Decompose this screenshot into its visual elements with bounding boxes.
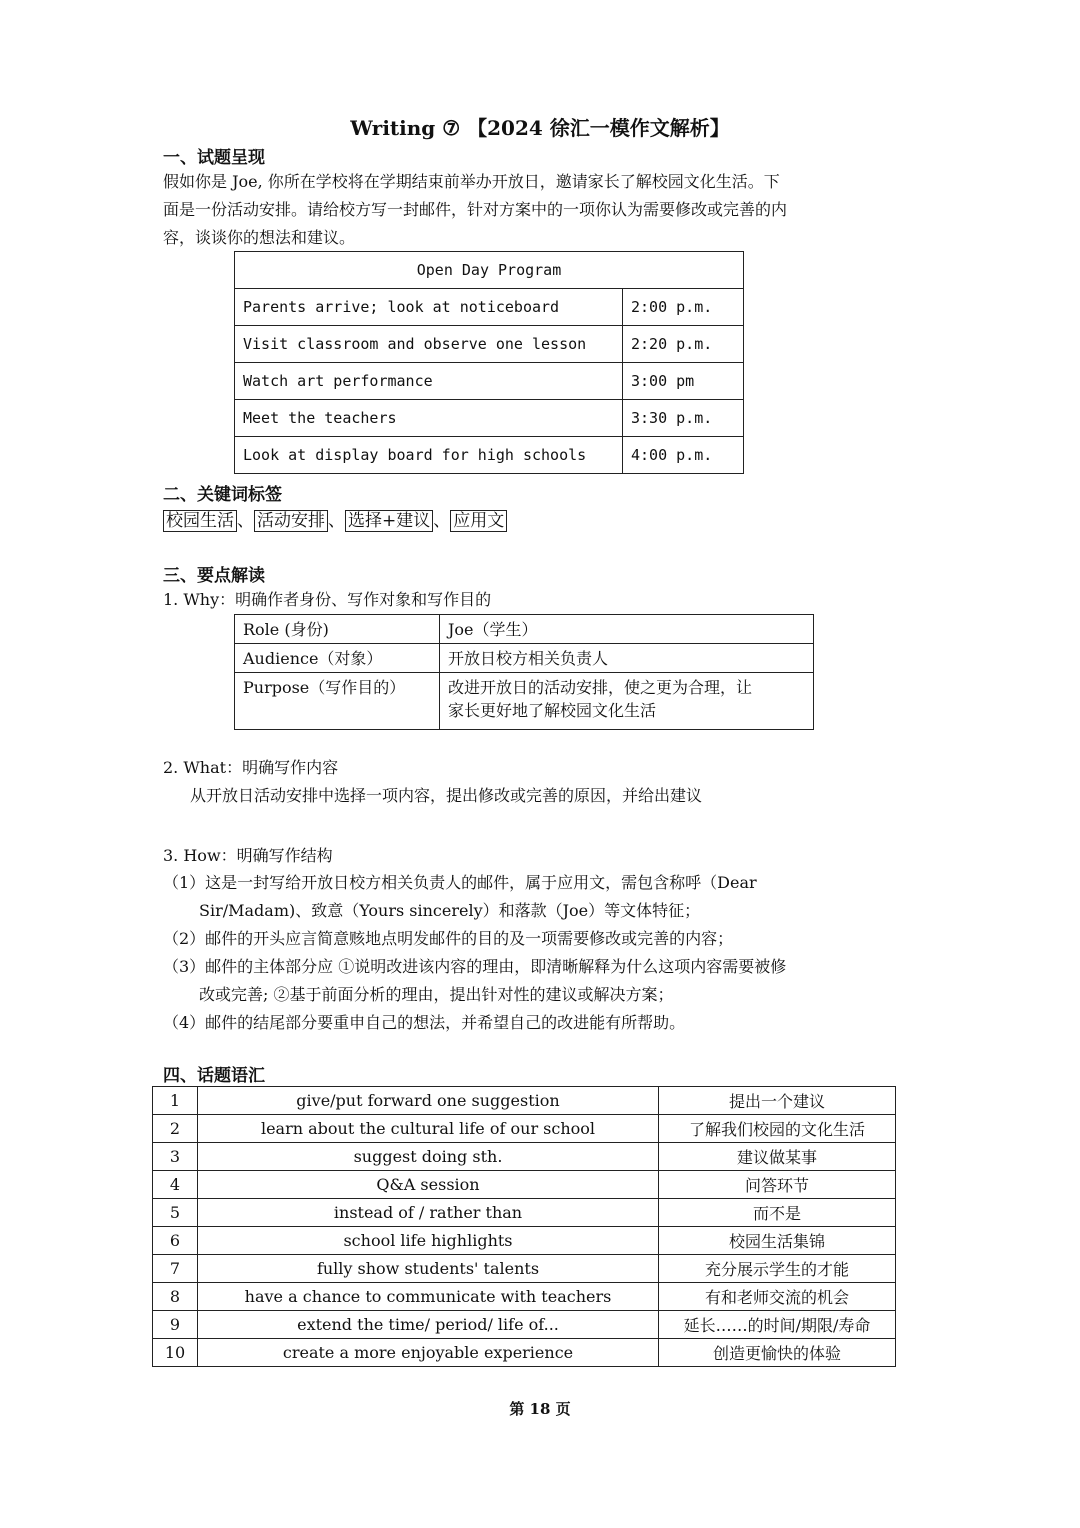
why-label: 1. Why：明确作者身份、写作对象和写作目的 [163, 590, 492, 609]
open-day-program-table [234, 251, 744, 474]
why-value-line: 改进开放日的活动安排，使之更为合理，让 [448, 678, 753, 697]
vocab-chinese: 而不是 [659, 1199, 896, 1227]
table-row [235, 673, 814, 730]
prompt-line: 面是一份活动安排。请给校方写一封邮件，针对方案中的一项你认为需要修改或完善的内 [163, 200, 788, 219]
vocab-number: 6 [153, 1227, 198, 1255]
program-activity: Watch art performance [235, 363, 623, 400]
keyword-tag: 应用文 [450, 510, 507, 532]
keyword-tag: 选择+建议 [345, 510, 433, 532]
vocab-table [152, 1086, 896, 1367]
table-row [235, 289, 744, 326]
how-line: （3）邮件的主体部分应 ①说明改进该内容的理由，即清晰解释为什么这项内容需要被修 [163, 957, 787, 976]
table-row [153, 1087, 896, 1115]
prompt-line: 容，谈谈你的想法和建议。 [163, 228, 356, 247]
table-row [235, 437, 744, 474]
vocab-chinese: 问答环节 [659, 1171, 896, 1199]
vocab-english: create a more enjoyable experience [198, 1339, 659, 1367]
how-list [163, 869, 786, 1037]
table-row [153, 1227, 896, 1255]
vocab-number: 2 [153, 1115, 198, 1143]
program-time: 3:30 p.m. [623, 400, 744, 437]
table-row [235, 644, 814, 673]
vocab-chinese: 建议做某事 [659, 1143, 896, 1171]
vocab-english: suggest doing sth. [198, 1143, 659, 1171]
vocab-number: 3 [153, 1143, 198, 1171]
how-line: （4）邮件的结尾部分要重申自己的想法，并希望自己的改进能有所帮助。 [163, 1013, 686, 1032]
vocab-english: Q&A session [198, 1171, 659, 1199]
why-key: Role (身份) [235, 615, 440, 644]
how-line: 改或完善; ②基于前面分析的理由，提出针对性的建议或解决方案； [199, 985, 674, 1004]
vocab-english: learn about the cultural life of our school [198, 1115, 659, 1143]
how-line: （1）这是一封写给开放日校方相关负责人的邮件，属于应用文，需包含称呼（Dear [163, 873, 757, 892]
section-heading-3: 三、要点解读 [163, 566, 265, 586]
program-time: 2:20 p.m. [623, 326, 744, 363]
program-time: 2:00 p.m. [623, 289, 744, 326]
vocab-english: school life highlights [198, 1227, 659, 1255]
how-line: （2）邮件的开头应言简意赅地点明发邮件的目的及一项需要修改或完善的内容； [163, 929, 734, 948]
prompt-text [163, 168, 787, 252]
vocab-chinese: 创造更愉快的体验 [659, 1339, 896, 1367]
table-row [235, 615, 814, 644]
vocab-number: 7 [153, 1255, 198, 1283]
tag-separator: 、 [328, 511, 345, 531]
vocab-chinese: 校园生活集锦 [659, 1227, 896, 1255]
table-row [235, 400, 744, 437]
vocab-english: extend the time/ period/ life of... [198, 1311, 659, 1339]
table-row [153, 1311, 896, 1339]
table-row [153, 1339, 896, 1367]
vocab-chinese: 提出一个建议 [659, 1087, 896, 1115]
page-number: 第 18 页 [509, 1400, 571, 1418]
why-key: Purpose（写作目的） [235, 673, 440, 730]
table-row [153, 1255, 896, 1283]
keyword-tags [163, 506, 507, 531]
what-label: 2. What：明确写作内容 [163, 758, 339, 777]
vocab-english: instead of / rather than [198, 1199, 659, 1227]
program-activity: Parents arrive; look at noticeboard [235, 289, 623, 326]
table-row [235, 363, 744, 400]
keyword-tag: 活动安排 [254, 510, 328, 532]
table-row [153, 1171, 896, 1199]
vocab-chinese: 充分展示学生的才能 [659, 1255, 896, 1283]
keyword-tag: 校园生活 [163, 510, 237, 532]
program-header: Open Day Program [235, 252, 744, 289]
how-line: Sir/Madam)、致意（Yours sincerely）和落款（Joe）等文体特征； [199, 901, 701, 920]
why-value: 开放日校方相关负责人 [440, 644, 814, 673]
program-time: 4:00 p.m. [623, 437, 744, 474]
why-value [440, 673, 814, 730]
how-label: 3. How：明确写作结构 [163, 846, 333, 865]
prompt-line: 假如你是 Joe, 你所在学校将在学期结束前举办开放日，邀请家长了解校园文化生活。下 [163, 172, 780, 191]
program-activity: Visit classroom and observe one lesson [235, 326, 623, 363]
what-text: 从开放日活动安排中选择一项内容，提出修改或完善的原因，并给出建议 [190, 786, 703, 805]
vocab-english: fully show students' talents [198, 1255, 659, 1283]
vocab-number: 8 [153, 1283, 198, 1311]
tag-separator: 、 [433, 511, 451, 531]
vocab-number: 5 [153, 1199, 198, 1227]
vocab-number: 4 [153, 1171, 198, 1199]
why-table [234, 614, 814, 730]
why-value-line: 家长更好地了解校园文化生活 [448, 701, 657, 720]
vocab-chinese: 了解我们校园的文化生活 [659, 1115, 896, 1143]
vocab-number: 10 [153, 1339, 198, 1367]
program-activity: Meet the teachers [235, 400, 623, 437]
section-heading-2: 二、关键词标签 [163, 485, 282, 505]
vocab-number: 9 [153, 1311, 198, 1339]
table-row [235, 326, 744, 363]
table-row [153, 1115, 896, 1143]
program-time: 3:00 pm [623, 363, 744, 400]
vocab-chinese: 延长……的时间/期限/寿命 [659, 1311, 896, 1339]
vocab-english: give/put forward one suggestion [198, 1087, 659, 1115]
why-key: Audience（对象） [235, 644, 440, 673]
vocab-english: have a chance to communicate with teachers [198, 1283, 659, 1311]
section-heading-4: 四、话题语汇 [163, 1066, 265, 1086]
tag-separator: 、 [237, 511, 254, 531]
why-value: Joe（学生） [440, 615, 814, 644]
program-activity: Look at display board for high schools [235, 437, 623, 474]
section-heading-1: 一、试题呈现 [163, 148, 265, 168]
vocab-number: 1 [153, 1087, 198, 1115]
vocab-chinese: 有和老师交流的机会 [659, 1283, 896, 1311]
table-row [153, 1143, 896, 1171]
table-row [153, 1199, 896, 1227]
table-row [153, 1283, 896, 1311]
page-title: Writing ⑦ 【2024 徐汇一模作文解析】 [350, 116, 730, 140]
